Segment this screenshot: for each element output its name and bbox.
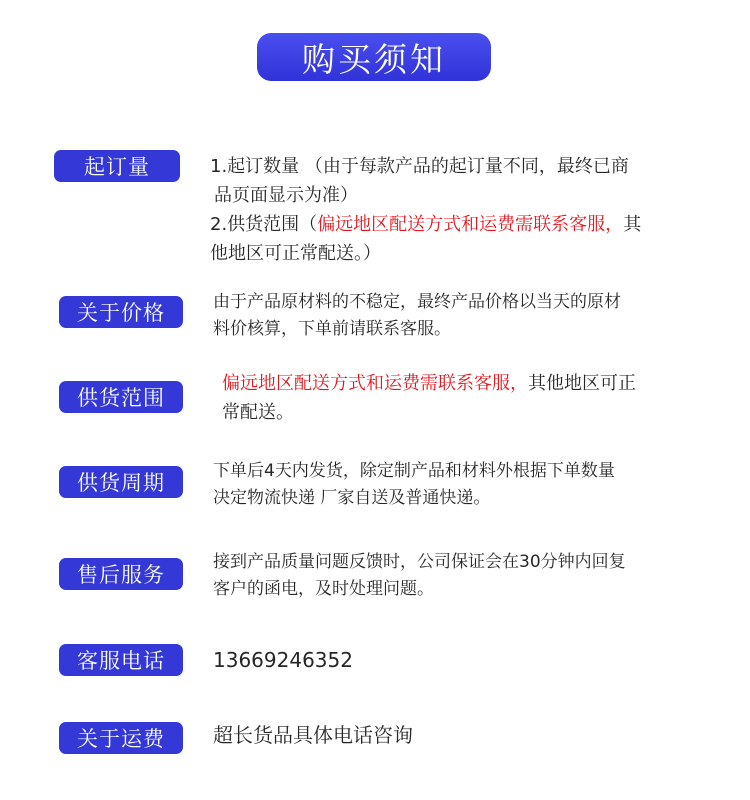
label-supply-cycle: 供货周期 [59, 466, 183, 498]
supply-cycle-text [213, 458, 693, 512]
supply-range-text [222, 369, 722, 427]
supply-range-line-1 [222, 369, 722, 398]
label-after-sales: 售后服务 [59, 558, 183, 590]
page-title: 购买须知 [257, 33, 491, 81]
min-order-line-1: 1.起订数量 （由于每款产品的起订量不同，最终已商 [210, 156, 629, 177]
label-shipping-fee: 关于运费 [59, 722, 183, 754]
label-service-phone: 客服电话 [59, 644, 183, 676]
min-order-text [210, 152, 710, 268]
supply-range-red: 偏远地区配送方式和运费需联系客服， [222, 373, 528, 394]
label-supply-range: 供货范围 [59, 381, 183, 413]
service-phone-number: 13669246352 [213, 648, 353, 672]
after-sales-line-1: 接到产品质量问题反馈时，公司保证会在30分钟内回复 [213, 552, 626, 572]
pricing-text [213, 289, 693, 343]
pricing-line-1: 由于产品原材料的不稳定，最终产品价格以当天的原材 [213, 292, 621, 312]
pricing-line-2: 料价核算，下单前请联系客服。 [213, 319, 451, 339]
min-order-line-3-suffix: 其 [623, 214, 642, 235]
min-order-line-3-red: 偏远地区配送方式和运费需联系客服， [317, 214, 624, 235]
after-sales-text [213, 549, 693, 603]
label-min-order: 起订量 [54, 150, 180, 182]
supply-cycle-line-1: 下单后4天内发货，除定制产品和材料外根据下单数量 [213, 461, 615, 481]
min-order-line-4: 他地区可正常配送。） [210, 243, 381, 264]
min-order-line-3-prefix: 2.供货范围（ [210, 214, 318, 235]
supply-range-black: 其他地区可正 [528, 373, 636, 394]
min-order-line-3 [210, 210, 710, 239]
label-pricing: 关于价格 [59, 296, 183, 328]
supply-cycle-line-2: 决定物流快递 厂家自送及普通快递。 [213, 488, 491, 508]
supply-range-line-2: 常配送。 [222, 402, 294, 423]
after-sales-line-2: 客户的函电，及时处理问题。 [213, 579, 434, 599]
shipping-fee-text: 超长货品具体电话咨询 [213, 723, 413, 747]
min-order-line-2: 品页面显示为准） [214, 185, 358, 206]
